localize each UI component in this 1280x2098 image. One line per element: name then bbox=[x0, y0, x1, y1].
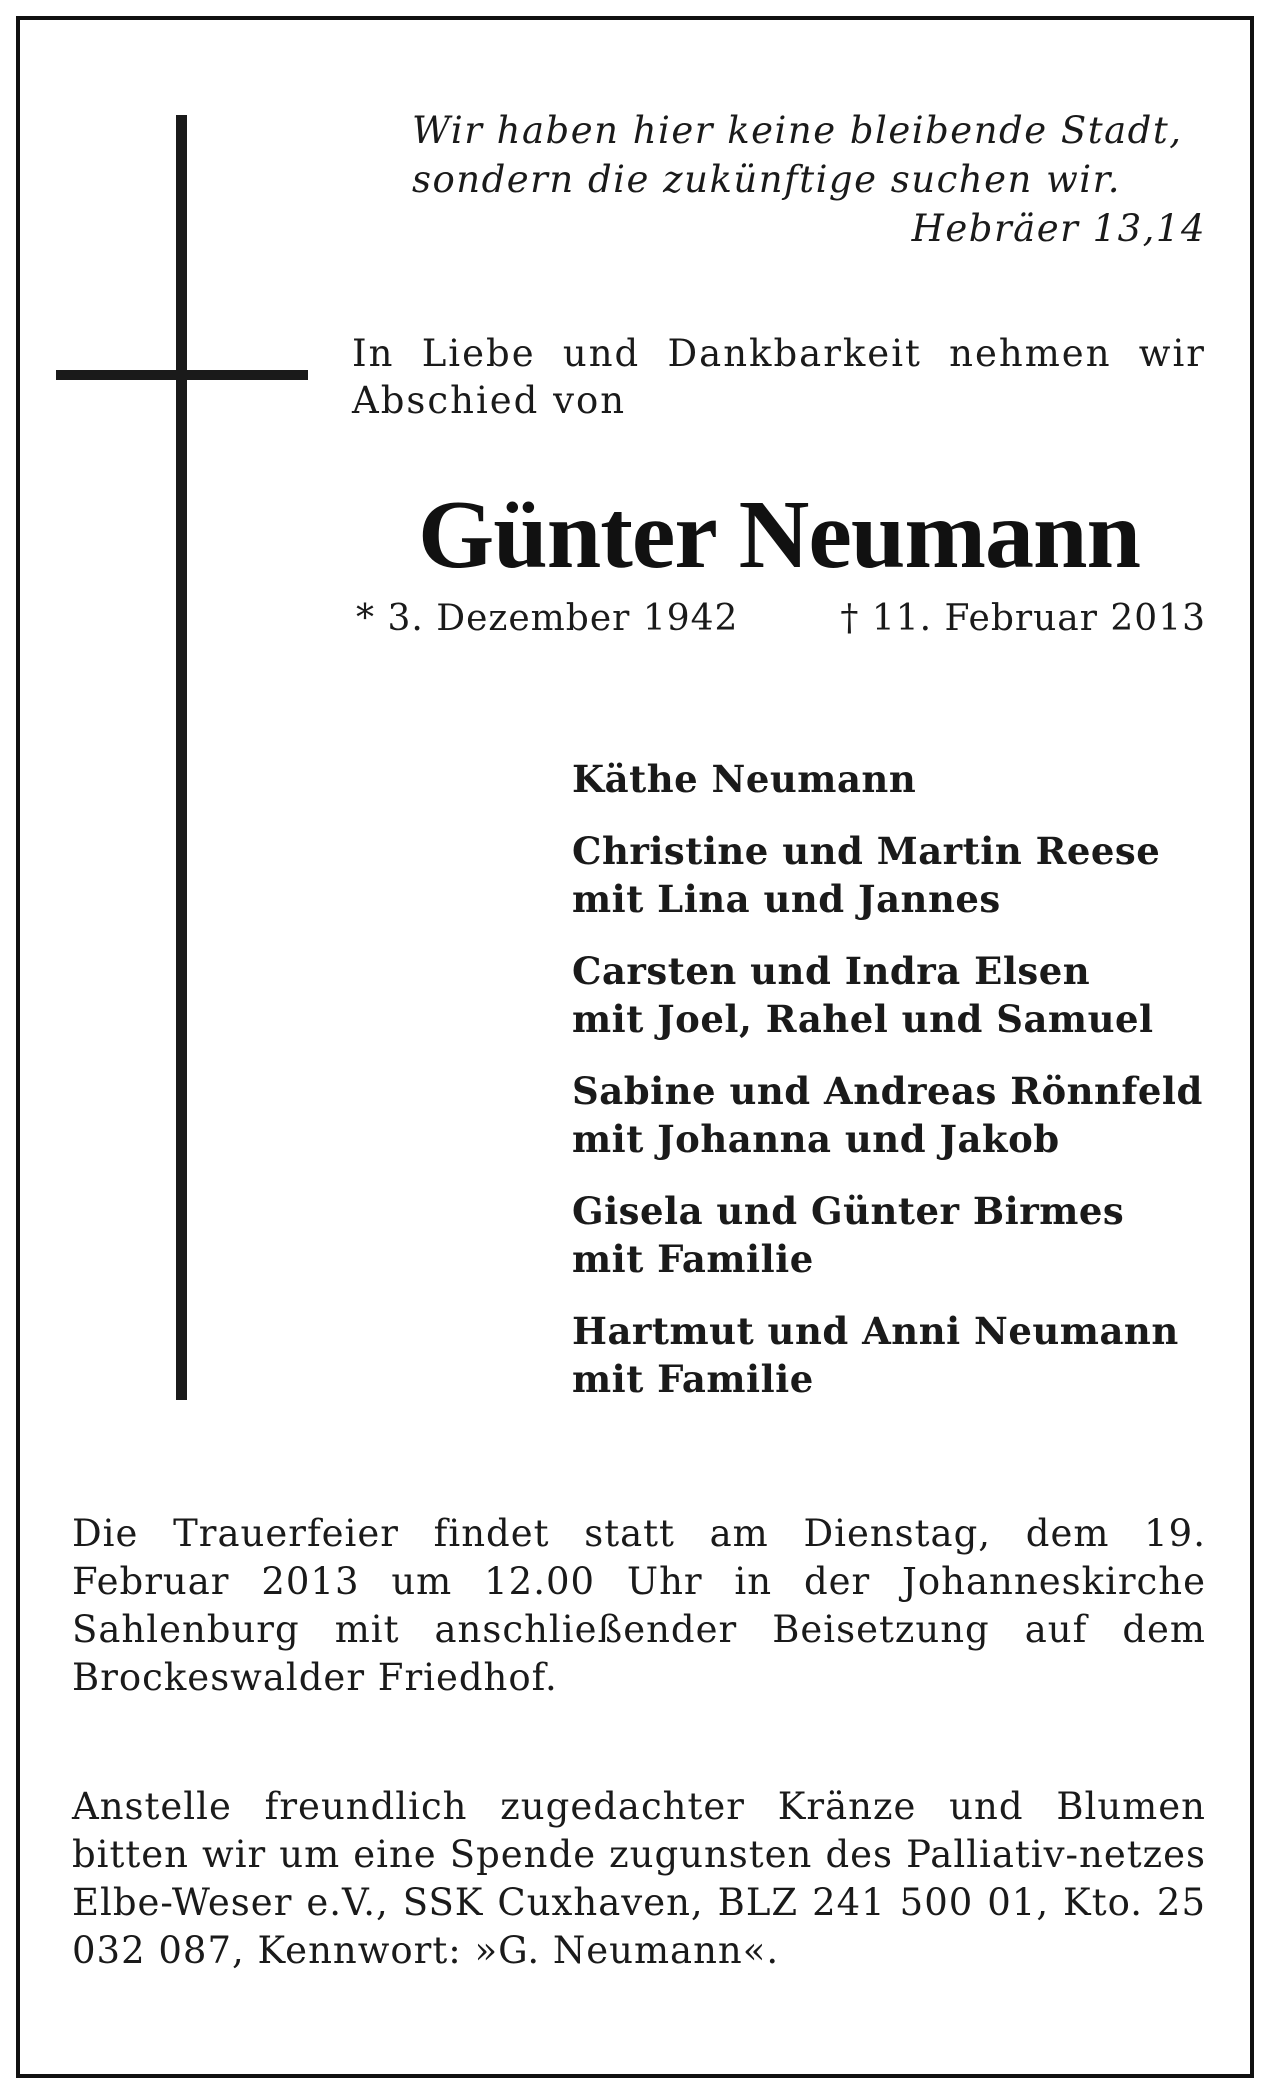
mourners-list bbox=[572, 755, 1212, 1427]
mourner-entry bbox=[572, 1067, 1212, 1163]
mourner-line: mit Familie bbox=[572, 1357, 814, 1401]
quote-source: Hebräer 13,14 bbox=[911, 207, 1206, 250]
cross-icon bbox=[176, 115, 187, 1400]
mourner-entry bbox=[572, 827, 1212, 923]
donation-info: Anstelle freundlich zugedachter Kränze und Blumen bitten wir um eine Spende zugunsten des Palliativ-netzes Elbe-Weser e.V., SSK Cuxhaven, BLZ 241 500 01, Kto. 25 032 087, Kennwort: »G. Neumann«. bbox=[72, 1785, 1206, 1972]
mourner-entry bbox=[572, 947, 1212, 1043]
death-date: † 11. Februar 2013 bbox=[840, 598, 1206, 639]
funeral-info: Die Trauerfeier findet statt am Dienstag, dem 19. Februar 2013 um 12.00 Uhr in der Johanneskirche Sahlenburg mit anschließender Beisetzung auf dem Brockeswalder Friedhof. bbox=[72, 1512, 1206, 1699]
mourner-entry bbox=[572, 755, 1212, 803]
mourner-line: Sabine und Andreas Rönnfeld bbox=[572, 1069, 1203, 1113]
mourner-line: mit Johanna und Jakob bbox=[572, 1117, 1060, 1161]
mourner-entry bbox=[572, 1187, 1212, 1283]
mourner-line: Käthe Neumann bbox=[572, 757, 917, 801]
deceased-name: Günter Neumann bbox=[417, 481, 1140, 589]
quote-line-1: Wir haben hier keine bleibende Stadt, bbox=[412, 109, 1183, 152]
mourner-line: Gisela und Günter Birmes bbox=[572, 1189, 1125, 1233]
mourner-line: mit Familie bbox=[572, 1237, 814, 1281]
quote-line-2: sondern die zukünftige suchen wir. bbox=[412, 158, 1122, 201]
bible-quote bbox=[412, 106, 1206, 253]
mourner-line: mit Lina und Jannes bbox=[572, 877, 1001, 921]
mourner-line: mit Joel, Rahel und Samuel bbox=[572, 997, 1154, 1041]
birth-date: * 3. Dezember 1942 bbox=[356, 598, 739, 639]
intro-text: In Liebe und Dankbarkeit nehmen wir Abschied von bbox=[352, 332, 1206, 422]
mourner-line: Carsten und Indra Elsen bbox=[572, 949, 1091, 993]
cross-icon-bar bbox=[56, 370, 308, 380]
mourner-entry bbox=[572, 1307, 1212, 1403]
mourner-line: Hartmut und Anni Neumann bbox=[572, 1309, 1179, 1353]
mourner-line: Christine und Martin Reese bbox=[572, 829, 1161, 873]
life-dates bbox=[356, 596, 1206, 642]
